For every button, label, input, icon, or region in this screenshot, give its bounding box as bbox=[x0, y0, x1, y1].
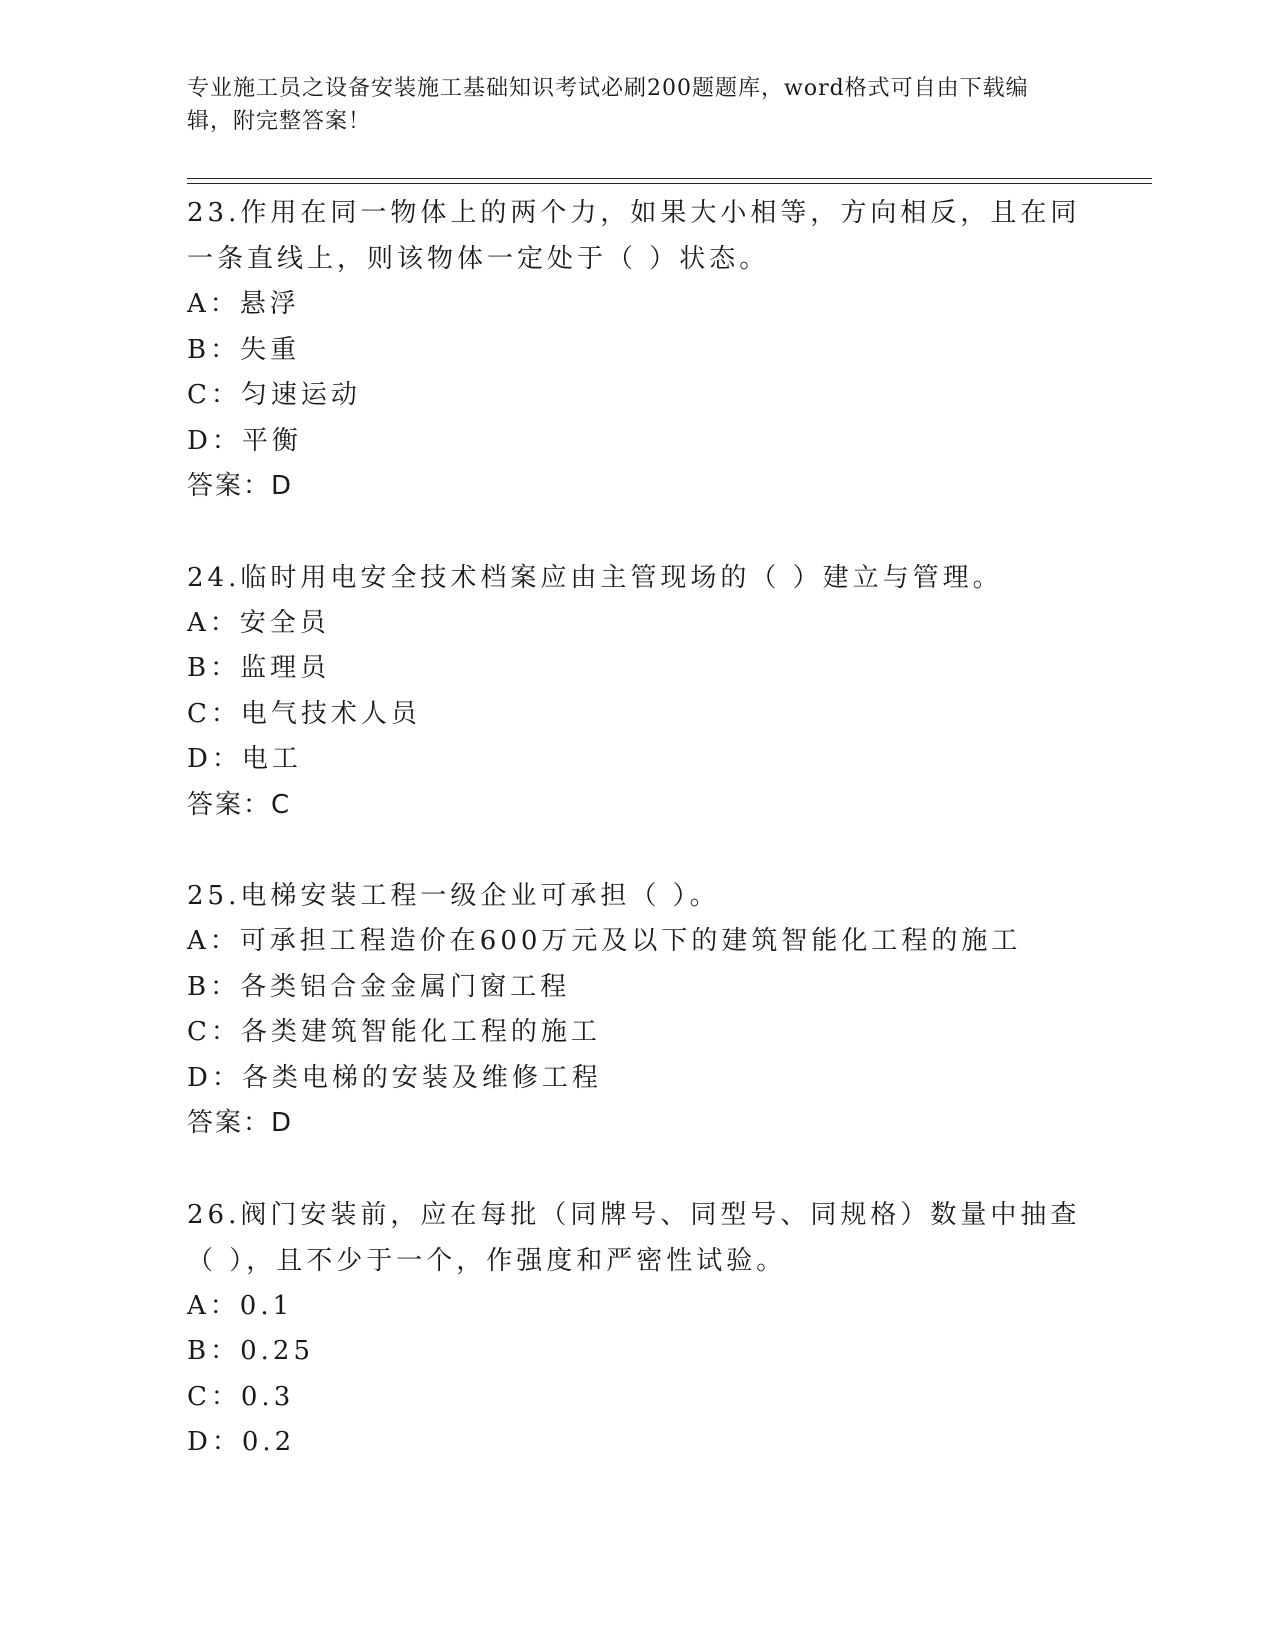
answer-key: 答案：D bbox=[187, 1108, 294, 1138]
answer-option: B：各类铝合金金属门窗工程 bbox=[187, 971, 571, 1002]
answer-option: A：0.1 bbox=[187, 1290, 294, 1321]
answer-option: C：各类建筑智能化工程的施工 bbox=[187, 1017, 601, 1047]
answer-option: A：安全员 bbox=[187, 607, 330, 638]
question-block bbox=[187, 555, 1087, 829]
question-stem: 24.临时用电安全技术档案应由主管现场的（ ）建立与管理。 bbox=[187, 562, 1003, 593]
question-block bbox=[187, 873, 1087, 1147]
answer-option: C：电气技术人员 bbox=[187, 698, 421, 729]
answer-key: 答案：C bbox=[187, 789, 292, 820]
answer-option: B：监理员 bbox=[187, 653, 331, 683]
header-divider-bottom bbox=[187, 183, 1152, 184]
answer-option: D：0.2 bbox=[187, 1427, 296, 1457]
answer-option: C：0.3 bbox=[187, 1381, 295, 1412]
header-divider-top bbox=[187, 178, 1152, 179]
answer-option: A：悬浮 bbox=[187, 289, 300, 319]
answer-option: B：0.25 bbox=[187, 1336, 314, 1366]
answer-option: C：匀速运动 bbox=[187, 380, 361, 410]
answer-option: B：失重 bbox=[187, 334, 301, 365]
answer-option: D：电工 bbox=[187, 744, 302, 774]
answer-option: A：可承担工程造价在600万元及以下的建筑智能化工程的施工 bbox=[187, 926, 1022, 956]
answer-key: 答案：D bbox=[187, 471, 294, 501]
question-stem: 26.阀门安装前，应在每批（同牌号、同型号、同规格）数量中抽查（ ），且不少于一个，作强度和严密性试验。 bbox=[187, 1199, 1081, 1276]
document-header: 专业施工员之设备安装施工基础知识考试必刷200题题库，word格式可自由下载编辑，附完整答案！ bbox=[187, 76, 1029, 134]
question-list bbox=[187, 190, 1087, 1466]
question-stem: 25.电梯安装工程一级企业可承担（ ）。 bbox=[187, 881, 720, 911]
question-block bbox=[187, 190, 1087, 510]
answer-option: D：平衡 bbox=[187, 425, 302, 456]
question-stem: 23.作用在同一物体上的两个力，如果大小相等，方向相反，且在同一条直线上，则该物体一定处于（ ）状态。 bbox=[187, 198, 1081, 274]
answer-option: D：各类电梯的安装及维修工程 bbox=[187, 1062, 602, 1093]
question-block bbox=[187, 1192, 1087, 1466]
